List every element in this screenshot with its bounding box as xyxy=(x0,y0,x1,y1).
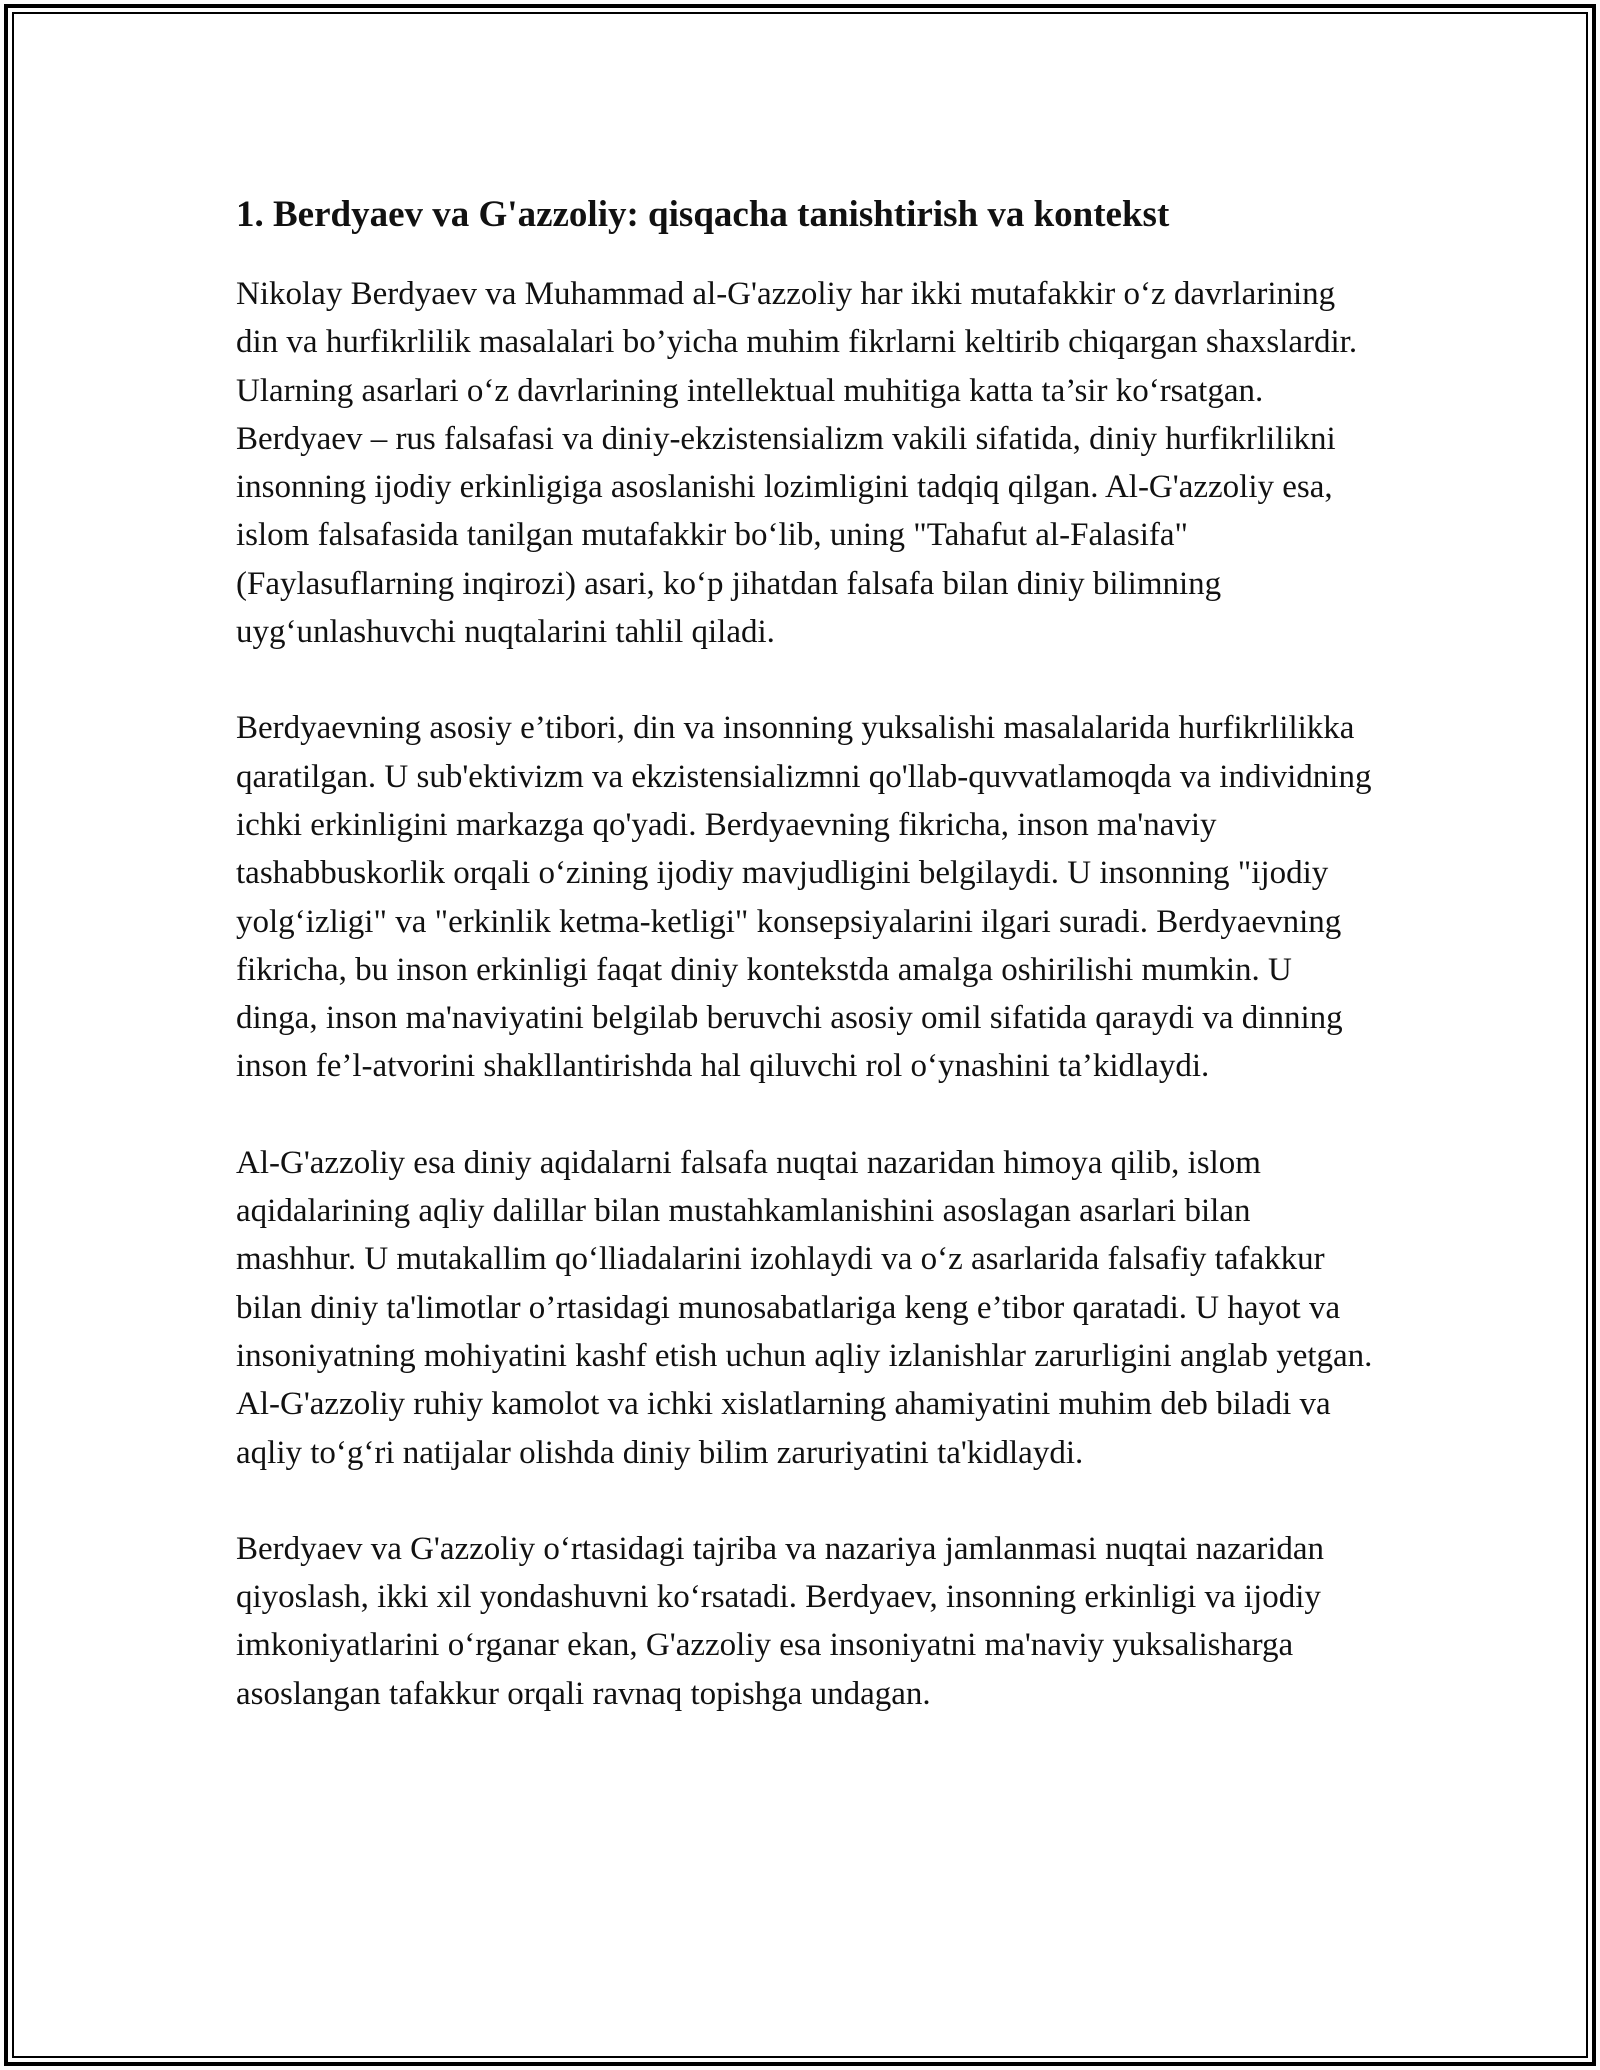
paragraph-2: Berdyaevning asosiy e’tibori, din va insonning yuksalishi masalalarida hurfikrlilikka qaratilgan. U sub'ektivizm va ekzistensializmni qo'llab-quvvatlamoqda va individning ichki erkinligini markazga qo'yadi. Berdyaevning fikricha, inson ma'naviy tashabbuskorlik orqali o‘zining ijodiy mavjudligini belgilaydi. U insonning "ijodiy yolg‘izligi" va "erkinlik ketma-ketligi" konsepsiyalarini ilgari suradi. Berdyaevning fikricha, bu inson erkinligi faqat diniy kontekstda amalga oshirilishi mumkin. U dinga, inson ma'naviyatini belgilab beruvchi asosiy omil sifatida qaraydi va dinning inson fe’l-atvorini shakllantirishda hal qiluvchi rol o‘ynashini ta’kidlaydi. xyxy=(236,710,1372,1085)
paragraph-1: Nikolay Berdyaev va Muhammad al-G'azzoliy har ikki mutafakkir o‘z davrlarining din va hurfikrlilik masalalari bo’yicha muhim fikrlarni keltirib chiqargan shaxslardir. Ularning asarlari o‘z davrlarining intellektual muhitiga katta ta’sir ko‘rsatgan. Berdyaev – rus falsafasi va diniy-ekzistensializm vakili sifatida, diniy hurfikrlilikni insonning ijodiy erkinligiga asoslanishi lozimligini tadqiq qilgan. Al-G'azzoliy esa, islom falsafasida tanilgan mutafakkir bo‘lib, uning "Tahafut al-Falasifa" (Faylasuflarning inqirozi) asari, ko‘p jihatdan falsafa bilan diniy bilimning uyg‘unlashuvchi nuqtalarini tahlil qiladi. xyxy=(236,276,1358,651)
paragraph-4: Berdyaev va G'azzoliy o‘rtasidagi tajriba va nazariya jamlanmasi nuqtai nazaridan qiyoslash, ikki xil yondashuvni ko‘rsatadi. Berdyaev, insonning erkinligi va ijodiy imkoniyatlarini o‘rganar ekan, G'azzoliy esa insoniyatni ma'naviy yuksalisharga asoslangan tafakkur orqali ravnaq topishga undagan. xyxy=(236,1530,1325,1712)
document-body xyxy=(236,186,1376,1718)
paragraph-3: Al-G'azzoliy esa diniy aqidalarni falsafa nuqtai nazaridan himoya qilib, islom aqidalarining aqliy dalillar bilan mustahkamlanishini asoslagan asarlari bilan mashhur. U mutakallim qo‘lliadalarini izohlaydi va o‘z asarlarida falsafiy tafakkur bilan diniy ta'limotlar o’rtasidagi munosabatlariga keng e’tibor qaratadi. U hayot va insoniyatning mohiyatini kashf etish uchun aqliy izlanishlar zarurligini anglab yetgan. Al-G'azzoliy ruhiy kamolot va ichki xislatlarning ahamiyatini muhim deb biladi va aqliy to‘g‘ri natijalar olishda diniy bilim zaruriyatini ta'kidlaydi. xyxy=(236,1144,1373,1471)
section-heading: 1. Berdyaev va G'azzoliy: qisqacha tanishtirish va kontekst xyxy=(236,194,1170,235)
